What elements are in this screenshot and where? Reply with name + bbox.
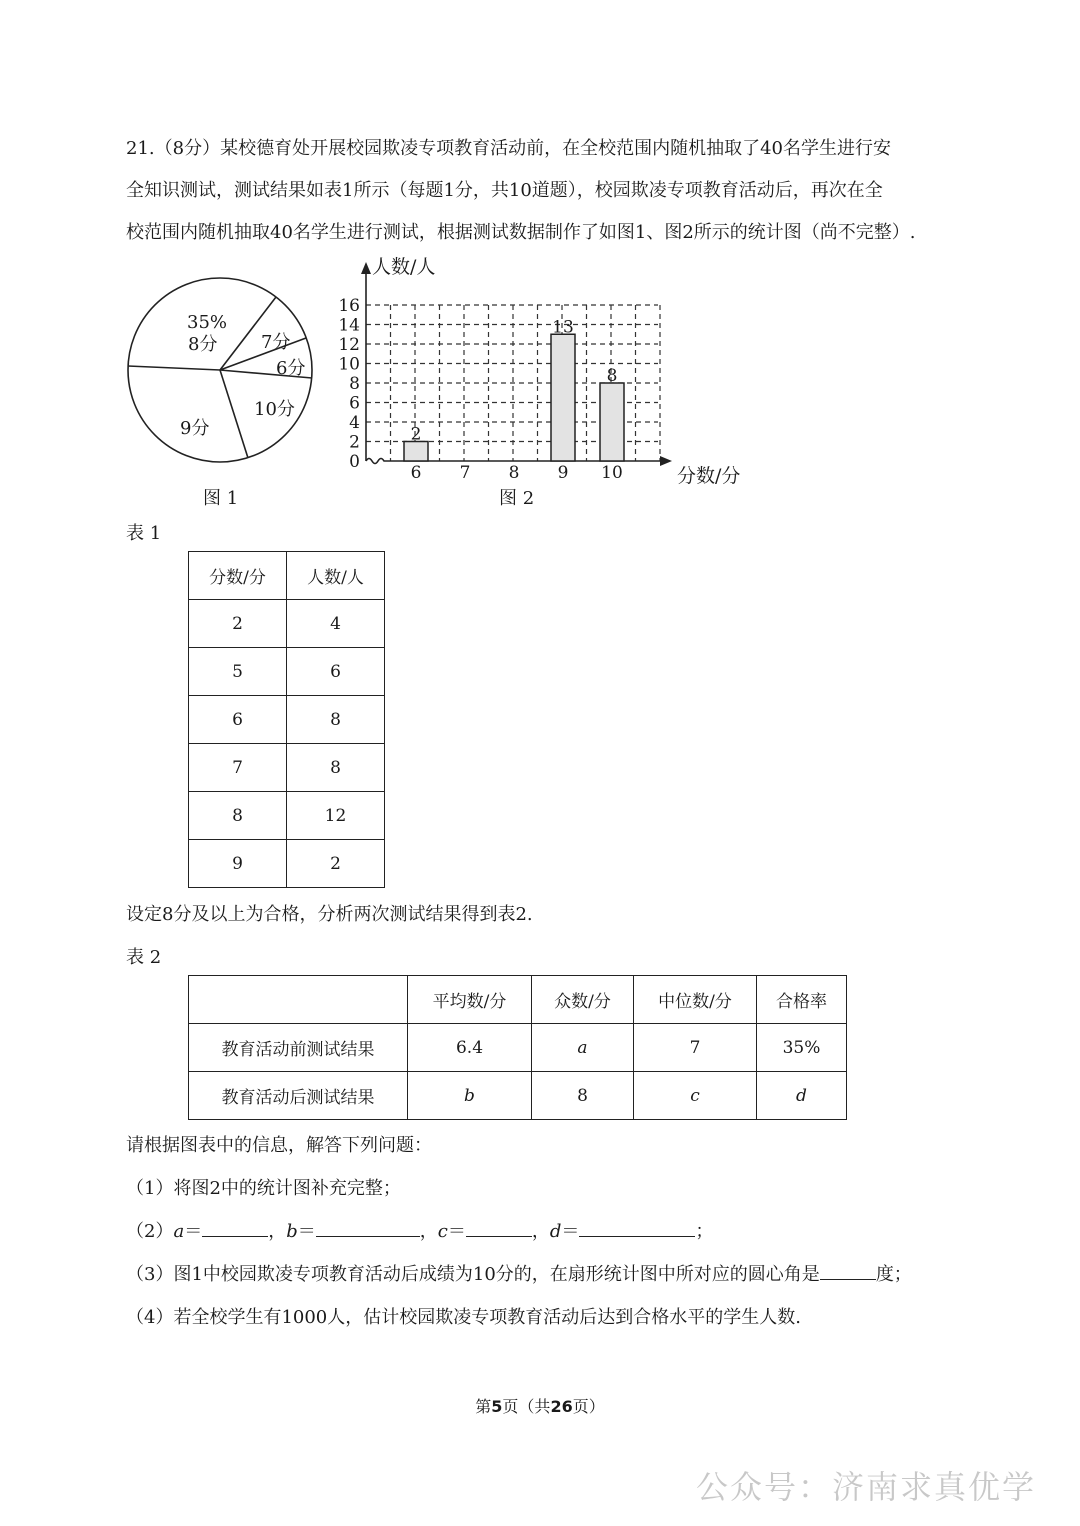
table-row xyxy=(189,1072,847,1120)
bar-value-label-6: 2 xyxy=(410,424,422,445)
table-cell: 9 xyxy=(189,840,287,888)
axes xyxy=(361,262,672,466)
y-tick-labels xyxy=(338,296,360,472)
pie-label-8: 8分 xyxy=(188,334,218,355)
table-row xyxy=(189,600,385,648)
equals-sign: ＝ xyxy=(297,1221,316,1242)
line-end: ； xyxy=(695,1221,714,1242)
x-axis-arrow-icon xyxy=(660,456,672,466)
table2-header-row xyxy=(189,976,847,1024)
pie-divider-8-9 xyxy=(128,366,220,370)
x-tick-label: 6 xyxy=(410,463,422,483)
question-2-number: （2） xyxy=(126,1221,174,1242)
problem-line-2: 全知识测试，测试结果如表1所示（每题1分，共10道题），校园欺凌专项教育活动后，再次在全 xyxy=(126,180,883,201)
table-cell: 8 xyxy=(287,696,385,744)
questions-intro: 请根据图表中的信息，解答下列问题： xyxy=(126,1135,432,1156)
y-axis-title: 人数/人 xyxy=(372,256,436,278)
table-row xyxy=(189,1024,847,1072)
x-tick-label: 10 xyxy=(601,463,623,483)
var-b: b xyxy=(286,1221,298,1242)
table-cell: 2 xyxy=(287,840,385,888)
table2-header-cell: 中位数/分 xyxy=(634,976,757,1024)
table2-label: 表 2 xyxy=(126,947,162,968)
equals-sign: ＝ xyxy=(561,1221,580,1242)
y-tick-label: 4 xyxy=(349,413,360,433)
table-cell: 2 xyxy=(189,600,287,648)
table-cell: 7 xyxy=(634,1024,757,1072)
table-cell: 35% xyxy=(757,1024,847,1072)
footer-mid: 页（共 xyxy=(502,1397,551,1416)
table-row xyxy=(189,696,385,744)
y-axis-arrow-icon xyxy=(361,262,371,274)
bar-value-label-10: 8 xyxy=(606,366,618,386)
question-1: （1）将图2中的统计图补充完整； xyxy=(126,1178,401,1199)
x-tick-labels xyxy=(411,463,623,483)
x-axis-title: 分数/分 xyxy=(677,465,741,487)
pie-label-7: 7分 xyxy=(261,332,291,353)
pie-label-6: 6分 xyxy=(276,358,306,379)
table1-header-cell: 人数/人 xyxy=(287,552,385,600)
table-cell: 8 xyxy=(532,1072,634,1120)
table-row xyxy=(189,792,385,840)
table1-header-cell: 分数/分 xyxy=(189,552,287,600)
question-2 xyxy=(126,1217,713,1243)
answer-blank-a[interactable] xyxy=(202,1218,268,1237)
y-tick-label: 2 xyxy=(349,432,360,453)
x-tick-label: 9 xyxy=(557,463,569,483)
table-cell: d xyxy=(757,1072,847,1120)
pie-label-9: 9分 xyxy=(180,418,210,439)
separator: ， xyxy=(268,1221,287,1242)
x-tick-label: 7 xyxy=(459,463,471,483)
separator: ， xyxy=(531,1221,550,1242)
y-tick-label: 0 xyxy=(349,452,360,472)
table-cell: 6.4 xyxy=(408,1024,532,1072)
footer-page-number: 5 xyxy=(491,1397,503,1416)
problem-statement xyxy=(126,128,956,254)
equals-sign: ＝ xyxy=(447,1221,466,1242)
bar-10 xyxy=(600,383,624,461)
var-a: a xyxy=(173,1221,185,1242)
var-c: c xyxy=(437,1221,448,1242)
y-tick-label: 8 xyxy=(349,374,360,394)
table-row xyxy=(189,840,385,888)
table1-header-row xyxy=(189,552,385,600)
y-tick-label: 14 xyxy=(338,315,360,336)
table-cell: 5 xyxy=(189,648,287,696)
bar-9 xyxy=(551,334,575,461)
footer-prefix: 第 xyxy=(475,1397,492,1416)
table-cell: b xyxy=(408,1072,532,1120)
table-cell: 6 xyxy=(287,648,385,696)
pass-note: 设定8分及以上为合格，分析两次测试结果得到表2. xyxy=(126,904,533,925)
y-tick-label: 10 xyxy=(338,354,360,375)
problem-line-3: 校范围内随机抽取40名学生进行测试，根据测试数据制作了如图1、图2所示的统计图（尚不完整）. xyxy=(126,222,916,243)
problem-line-1: 21.（8分）某校德育处开展校园欺凌专项教育活动前，在全校范围内随机抽取了40名学生进行安 xyxy=(126,138,891,159)
bar-chart-figure2 xyxy=(330,252,760,497)
table-cell: 教育活动后测试结果 xyxy=(189,1072,408,1120)
pie-divider-10-9 xyxy=(220,370,248,458)
separator: ， xyxy=(419,1221,438,1242)
table2-header-cell: 平均数/分 xyxy=(408,976,532,1024)
table-cell: 4 xyxy=(287,600,385,648)
table-cell: 12 xyxy=(287,792,385,840)
question-4: （4）若全校学生有1000人，估计校园欺凌专项教育活动后达到合格水平的学生人数. xyxy=(126,1307,801,1328)
table2 xyxy=(188,975,847,1120)
table-cell: c xyxy=(634,1072,757,1120)
table-cell: 6 xyxy=(189,696,287,744)
figure2-caption: 图 2 xyxy=(499,488,535,509)
table-row xyxy=(189,648,385,696)
table-cell: a xyxy=(532,1024,634,1072)
table2-header-cell xyxy=(189,976,408,1024)
x-tick-label: 8 xyxy=(508,463,520,483)
y-tick-label: 6 xyxy=(349,393,360,414)
table-cell: 8 xyxy=(287,744,385,792)
table2-header-cell: 众数/分 xyxy=(532,976,634,1024)
table-row xyxy=(189,744,385,792)
question-3-unit: 度； xyxy=(875,1264,912,1285)
watermark: 公众号：济南求真优学 xyxy=(695,1468,1036,1506)
figure1-caption: 图 1 xyxy=(203,488,239,509)
var-d: d xyxy=(549,1221,562,1242)
equals-sign: ＝ xyxy=(184,1221,203,1242)
pie-label-8-percent: 35% xyxy=(187,312,228,333)
bar-value-label-9: 13 xyxy=(552,317,574,338)
answer-blank-d[interactable] xyxy=(579,1218,695,1237)
page-footer xyxy=(0,1394,1080,1417)
y-tick-label: 12 xyxy=(338,335,360,355)
footer-suffix: 页） xyxy=(572,1397,605,1416)
pie-chart-figure1 xyxy=(110,270,330,490)
table1-label: 表 1 xyxy=(126,523,162,544)
table2-header-cell: 合格率 xyxy=(757,976,847,1024)
table-cell: 教育活动前测试结果 xyxy=(189,1024,408,1072)
table-cell: 8 xyxy=(189,792,287,840)
question-3 xyxy=(126,1260,912,1286)
answer-blank-angle[interactable] xyxy=(820,1261,876,1280)
pie-label-10: 10分 xyxy=(254,399,295,420)
footer-total-pages: 26 xyxy=(550,1397,573,1416)
table1 xyxy=(188,551,385,888)
answer-blank-c[interactable] xyxy=(466,1218,532,1237)
answer-blank-b[interactable] xyxy=(316,1218,420,1237)
question-3-text: （3）图1中校园欺凌专项教育活动后成绩为10分的，在扇形统计图中所对应的圆心角是 xyxy=(126,1264,820,1285)
y-tick-label: 16 xyxy=(338,296,360,316)
table-cell: 7 xyxy=(189,744,287,792)
